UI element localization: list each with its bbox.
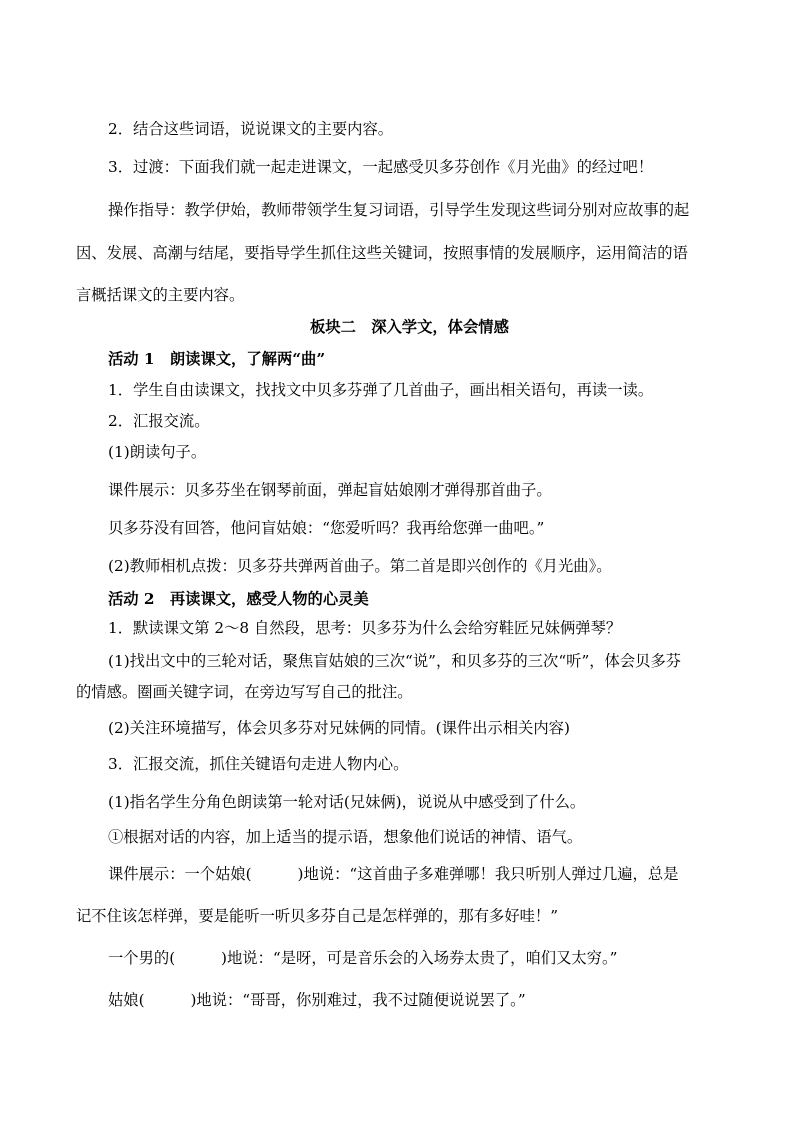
section-title: 板块二 深入学文，体会情感 [310, 318, 509, 336]
activity-1-item-1: 1．学生自由读课文，找找文中贝多芬弹了几首曲子，画出相关语句，再读一读。 [108, 381, 654, 399]
beethoven-question: 贝多芬没有回答，他问盲姑娘：“您爱听吗？我再给您弹一曲吧。” [108, 519, 545, 537]
item-2: 2．结合这些词语，说说课文的主要内容。 [108, 120, 394, 138]
activity-1-item-2: 2．汇报交流。 [108, 412, 210, 430]
activity-1-sub-2: (2)教师相机点拨：贝多芬共弹两首曲子。第二首是即兴创作的《月光曲》。 [108, 557, 612, 575]
boy-dialogue: 一个男的( )地说：“是呀，可是音乐会的入场券太贵了，咱们又太穷。” [108, 949, 618, 967]
girl-dialogue: 姑娘( )地说：“哥哥，你别难过，我不过随便说说罢了。” [108, 991, 526, 1009]
activity-2-circled-1: ①根据对话的内容，加上适当的提示语，想象他们说话的神情、语气。 [108, 828, 583, 846]
guidance-line-3: 言概括课文的主要内容。 [76, 286, 245, 304]
activity-1-sub-1: (1)朗读句子。 [108, 443, 207, 461]
guidance-line-2: 因、发展、高潮与结尾，要指导学生抓住这些关键词，按照事情的发展顺序，运用简洁的语 [76, 244, 688, 262]
activity-2-sub-1-line-2: 的情感。圈画关键字词，在旁边写写自己的批注。 [76, 683, 413, 701]
activity-1-heading: 活动 1 朗读课文，了解两“曲” [108, 350, 326, 368]
activity-2-sub-1-line-1: (1)找出文中的三轮对话，聚焦盲姑娘的三次“说”，和贝多芬的三次“听”，体会贝多芬 [108, 652, 682, 670]
guidance-line-1: 操作指导：教学伊始，教师带领学生复习词语，引导学生发现这些词分别对应故事的起 [108, 201, 690, 219]
activity-2-item-1: 1．默读课文第 2～8 自然段，思考：贝多芬为什么会给穷鞋匠兄妹俩弹琴？ [108, 619, 622, 637]
item-3-transition: 3．过渡：下面我们就一起走进课文，一起感受贝多芬创作《月光曲》的经过吧！ [108, 158, 654, 176]
activity-2-item-3: 3．汇报交流，抓住关键语句走进人物内心。 [108, 755, 409, 773]
activity-2-sub-3: (1)指名学生分角色朗读第一轮对话(兄妹俩)，说说从中感受到了什么。 [108, 793, 586, 811]
courseware-display-2-line-2: 记不住该怎样弹，要是能听一听贝多芬自己是怎样弹的，那有多好哇！” [76, 907, 559, 925]
activity-2-sub-2: (2)关注环境描写，体会贝多芬对兄妹俩的同情。(课件出示相关内容) [108, 719, 570, 737]
courseware-display-2-line-1: 课件展示：一个姑娘( )地说：“这首曲子多难弹哪！我只听别人弹过几遍，总是 [108, 865, 679, 883]
activity-2-heading: 活动 2 再读课文，感受人物的心灵美 [108, 590, 369, 608]
courseware-display-1: 课件展示：贝多芬坐在钢琴前面，弹起盲姑娘刚才弹得那首曲子。 [108, 481, 552, 499]
